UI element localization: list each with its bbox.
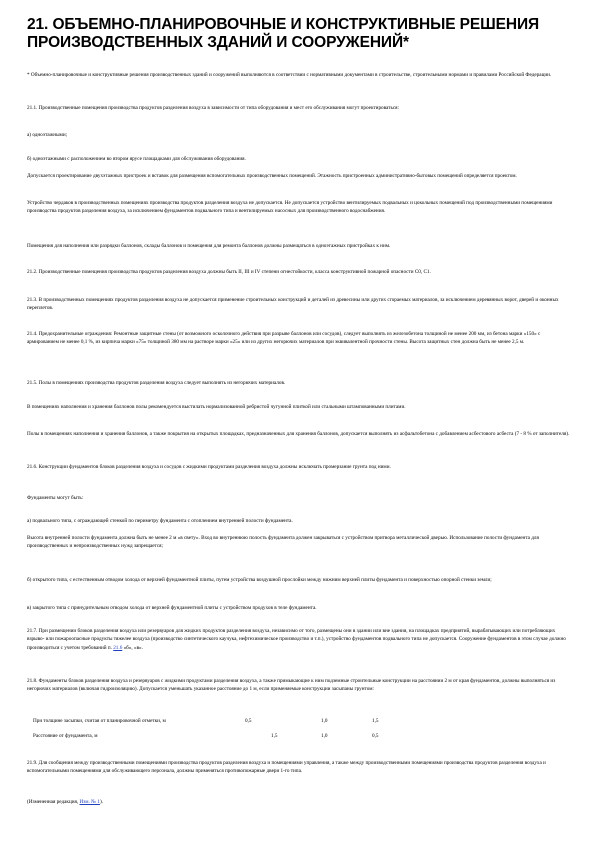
reference-link[interactable]: 21.6 bbox=[113, 644, 123, 651]
amendment-text: (Измененная редакция, bbox=[27, 799, 80, 805]
paragraph-21-1: 21.1. Производственные помещения производства продуктов разделения воздуха в зависимости от типа оборудования и мест его обслуживания могут проектироваться: bbox=[27, 105, 399, 111]
paragraph-text: 21.7. При размещении блоков разделения воздуха или резервуаров для жидких продуктов разделения воздуха, независимо от того, размещены они в здании или вне здания, на площадках предприятий, вырабатывающих или потребляющих взрыво- или пожароопасные продукты тяжелее воздуха (производство синтетического каучука, нефтехимическое производство и т.п.), устройство фундаментов подвального типа не допускается. Сооружение фундаментов в этом случае должно производиться с учетом требований п. bbox=[27, 628, 566, 651]
paragraph-21-3: 21.3. В производственных помещениях продуктов разделения воздуха не допускается применение строительных конструкций и деталей из древесины или других сгораемых материалов, за исключением деревянных ворот, дверей и оконных переплетов. bbox=[27, 297, 559, 312]
table-cell-label: Расстояние от фундамента, м bbox=[33, 733, 98, 739]
paragraph: Фундаменты могут быть: bbox=[27, 495, 84, 501]
paragraph: Помещения для наполнения или разрядки баллонов, склады баллонов и помещения для ремонта баллонов должны размещаться в одноэтажных пристройках к ним. bbox=[27, 243, 391, 249]
list-item-a: а) подвального типа, с ограждающей стенкой по периметру фундамента с отоплением внутренней полости фундамента. bbox=[27, 518, 293, 524]
table-cell: 1,5 bbox=[372, 718, 379, 724]
paragraph: Полы в помещениях наполнения и хранения баллонов, а также покрытия на открытых площадках, предназначенных для хранения баллонов, допускается выполнять из асфальтобетона с добавлением асбестового асбеста (7 - 8 % от заполнителя). bbox=[27, 431, 570, 437]
table-cell: 0,5 bbox=[372, 733, 379, 739]
footnote: * Объемно-планировочные и конструктивные решения производственных зданий и сооружений выполняются в соответствии с нормативными документами в строительстве, строительными нормами и правилами Российской Федерации. bbox=[27, 72, 552, 78]
list-item-b: б) открытого типа, с естественным отводом холода от верхней фундаментной плиты, путем устройства воздушной прослойки между нижним верхней плиты фундамента и поверхностью опорной стенки земли; bbox=[27, 577, 492, 583]
paragraph-21-6: 21.6. Конструкции фундаментов блоков разделения воздуха и сосудов с жидкими продуктами разделения воздуха должны исключать промерзание грунта под ними. bbox=[27, 464, 391, 470]
amendment-link[interactable]: Изм. № 1 bbox=[79, 799, 100, 805]
paragraph-21-5: 21.5. Полы в помещениях производства продуктов разделения воздуха следует выполнять из негорючих материалов. bbox=[27, 380, 286, 386]
paragraph-21-8: 21.8. Фундаменты блоков разделения воздуха и резервуаров с жидкими продуктами разделения воздуха, а также примыкающие к ним подземные строительные конструкции на расстоянии 2 м от края фундаментов, должны выполняться из негорючих материалов (включая гидроизоляцию). Допускается уменьшать указанное расстояние до 1 м, если применяемые конструкции засыпаны грунтом: bbox=[27, 678, 556, 693]
paragraph-21-9: 21.9. Для сообщения между производственными помещениями производства продуктов разделения воздуха и помещениями управления, а также между производственными помещениями производства продуктов разделения воздуха и вспомогательными помещениями для обслуживающего персонала, должны применяться противопожарные двери 1-го типа. bbox=[27, 760, 546, 775]
list-item-v: в) закрытого типа с принудительным отводом холода от верхней фундаментной плиты с устройством продухов в теле фундамента. bbox=[27, 605, 317, 611]
table-cell-label: При толщине засыпки, считая от планировочной отметки, м bbox=[33, 718, 166, 724]
list-item-b: б) одноэтажными с расположением во втором ярусе площадками для обслуживания оборудования. bbox=[27, 156, 246, 162]
paragraph-tail: «б», «в». bbox=[122, 644, 143, 651]
table-row bbox=[27, 717, 407, 727]
paragraph: Допускается проектирование двухэтажных пристроек и вставок для размещения вспомогательных производственных помещений. Этажность пристроенных административно-бытовых помещений определяется проектом. bbox=[27, 173, 517, 179]
table-cell: 0,5 bbox=[245, 718, 252, 724]
paragraph: Высота внутренней полости фундамента должна быть не менее 2 м «в свету». Вход во внутреннюю полость фундамента должен закрываться с устройством притвора металлической дверью. Использование полости фундамента для производственных и непроизводственных нужд запрещается; bbox=[27, 535, 539, 550]
amendment-tail: ). bbox=[99, 799, 103, 805]
paragraph: В помещениях наполнения и хранения баллонов полы рекомендуется выстилать нормализованной ребристой чугунной плиткой или стальными штампованными плитами. bbox=[27, 404, 406, 410]
table-cell: 1,0 bbox=[321, 733, 328, 739]
table-cell: 1,0 bbox=[321, 718, 328, 724]
paragraph-21-4: 21.4. Предохранительные ограждения: Ремонтные защитные стены (от возможного осколочного действия при разрыве баллонов или сосудов), следует выполнять из железобетона толщиной не менее 200 мм, из бетона марки «150» с армированием не менее 0,1 %, из кирпича марки «75» толщиной 380 мм на растворе марки «25» или из других негорючих материалов при эквивалентной прочности стены. Высота защитных стен должна быть не менее 2,5 м. bbox=[27, 331, 541, 346]
section-title: 21. ОБЪЕМНО-ПЛАНИРОВОЧНЫЕ И КОНСТРУКТИВНЫЕ РЕШЕНИЯ ПРОИЗВОДСТВЕННЫХ ЗДАНИЙ И СООРУЖЕНИЙ* bbox=[27, 16, 540, 51]
paragraph: Устройство чердаков в производственных помещениях производства продуктов разделения воздуха не допускается. Не допускается устройство вентилируемых подвальных и цокольных помещений под производственными помещениями производства продуктов разделения воздуха, за исключением фундаментов подвального типа и вентилируемых насосных для производственного водоснабжения. bbox=[27, 200, 553, 215]
paragraph-21-7 bbox=[27, 627, 572, 652]
table-cell: 1,5 bbox=[271, 733, 278, 739]
paragraph-21-2: 21.2. Производственные помещения производства продуктов разделения воздуха должны быть II, III и IV степени огнестойкости, класса конструктивной пожарной опасности С0, С1. bbox=[27, 269, 431, 275]
table-row bbox=[27, 732, 407, 742]
list-item-a: а) одноэтажными; bbox=[27, 132, 68, 138]
amendment-note bbox=[27, 798, 572, 806]
